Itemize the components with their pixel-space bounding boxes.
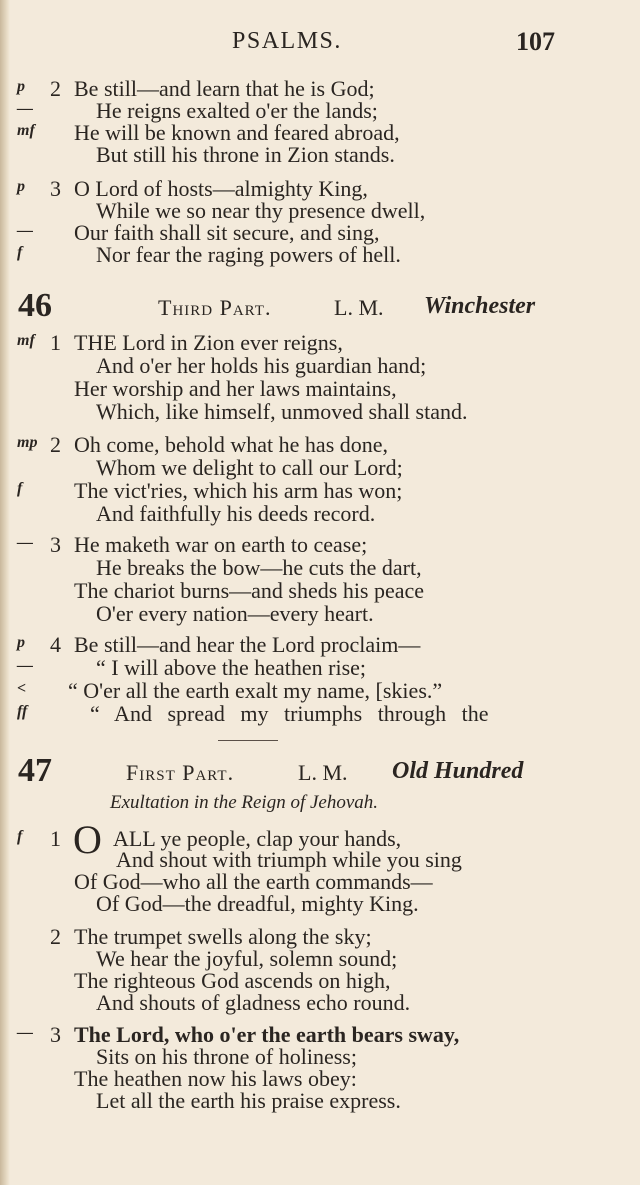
dynamic-mark: p (17, 178, 25, 195)
verse-text: Nor fear the raging powers of hell. (96, 242, 401, 267)
stanza-number: 3 (50, 176, 61, 201)
verse-text: The righteous God ascends on high, (74, 968, 391, 993)
drop-cap: O (73, 817, 102, 862)
verse-line (0, 176, 600, 200)
verse-text: THE Lord in Zion ever reigns, (74, 330, 343, 355)
verse-text: And faithfully his deeds record. (96, 501, 376, 526)
verse-line (0, 869, 600, 893)
verse-line (0, 1044, 600, 1068)
dynamic-mark: ff (17, 703, 28, 720)
dynamic-mark: — (17, 534, 33, 551)
verse-line (0, 655, 600, 679)
hymn-part: First Part. (126, 760, 235, 785)
verse-line (0, 555, 600, 579)
running-title: PSALMS. (232, 28, 342, 54)
verse-line (0, 1022, 600, 1046)
verse-text: And shouts of gladness echo round. (96, 990, 411, 1015)
verse-line (0, 120, 600, 144)
verse-text: Sits on his throne of holiness; (96, 1044, 357, 1069)
dynamic-mark: — (17, 100, 33, 117)
verse-line (0, 532, 600, 556)
hymn-subtitle: Exultation in the Reign of Jehovah. (110, 792, 379, 813)
verse-line (0, 1088, 600, 1112)
hymn-number: 47 (18, 752, 52, 789)
verse-text: He maketh war on earth to cease; (74, 532, 368, 557)
page-header (0, 28, 640, 58)
verse-line (0, 478, 600, 502)
tune-name: Old Hundred (392, 758, 524, 784)
dynamic-mark: f (17, 828, 23, 845)
verse-text: “ And spread my triumphs through the (90, 701, 489, 726)
verse-text: “ I will above the heathen rise; (96, 655, 367, 680)
dynamic-mark: — (17, 222, 33, 239)
verse-text: While we so near thy presence dwell, (96, 198, 426, 223)
dynamic-mark: mf (17, 332, 35, 349)
verse-line (0, 353, 600, 377)
verse-line (0, 968, 600, 992)
verse-text: ALL ye people, clap your hands, (113, 826, 402, 851)
stanza-number: 2 (50, 924, 61, 949)
hymn-meter: L. M. (298, 760, 348, 785)
dynamic-mark: — (17, 657, 33, 674)
verse-text: Let all the earth his praise express. (96, 1088, 401, 1113)
verse-line (0, 990, 600, 1014)
hymn-part: Third Part. (158, 295, 272, 320)
stanza-number: 1 (50, 330, 61, 355)
verse-text: “ O'er all the earth exalt my name, [skies.” (68, 678, 443, 703)
verse-text: Whom we delight to call our Lord; (96, 455, 403, 480)
dynamic-mark: mf (17, 122, 35, 139)
hymn-heading (0, 287, 600, 324)
page-number: 107 (516, 27, 555, 56)
tune-name: Winchester (424, 293, 536, 319)
verse-line (0, 601, 600, 625)
hymn-heading (0, 752, 600, 789)
verse-line (0, 578, 600, 602)
stanza-number: 2 (50, 76, 61, 101)
verse-line (0, 891, 600, 915)
verse-line (0, 220, 600, 244)
verse-line (0, 701, 600, 725)
dynamic-mark: f (17, 244, 23, 261)
verse-line (0, 432, 600, 456)
verse-line (0, 98, 600, 122)
verse-line (0, 198, 600, 222)
stanza-number: 3 (50, 1022, 61, 1047)
verse-line (0, 632, 600, 656)
verse-text: O'er every nation—every heart. (96, 601, 374, 626)
verse-text: Be still—and learn that he is God; (74, 76, 375, 101)
dynamic-mark: p (17, 634, 25, 651)
verse-text: But still his throne in Zion stands. (96, 142, 395, 167)
verse-line (0, 501, 600, 525)
verse-text: Our faith shall sit secure, and sing, (74, 220, 380, 245)
verse-text: Which, like himself, unmoved shall stand. (96, 399, 468, 424)
verse-line (0, 946, 600, 970)
verse-text: And shout with triumph while you sing (116, 847, 462, 872)
dynamic-mark: f (17, 480, 23, 497)
verse-line (0, 330, 600, 354)
dynamic-mark: mp (17, 434, 38, 451)
verse-line (0, 1066, 600, 1090)
verse-text: He will be known and feared abroad, (74, 120, 400, 145)
verse-text: Of God—who all the earth commands— (74, 869, 433, 894)
verse-line (0, 847, 600, 871)
verse-text: He reigns exalted o'er the lands; (96, 98, 378, 123)
section-divider (218, 740, 278, 741)
hymn-number: 46 (18, 287, 52, 324)
verse-line (0, 142, 600, 166)
verse-text: The vict'ries, which his arm has won; (74, 478, 403, 503)
verse-line (0, 399, 600, 423)
dynamic-mark: < (17, 680, 27, 697)
stanza-number: 3 (50, 532, 61, 557)
verse-text: O Lord of hosts—almighty King, (74, 176, 368, 201)
dynamic-mark: — (17, 1024, 33, 1041)
hymn-meter: L. M. (334, 295, 384, 320)
verse-text: And o'er her holds his guardian hand; (96, 353, 427, 378)
dynamic-mark: p (17, 78, 25, 95)
verse-text: We hear the joyful, solemn sound; (96, 946, 398, 971)
verse-text: Be still—and hear the Lord proclaim— (74, 632, 421, 657)
stanza-number: 1 (50, 826, 61, 851)
verse-line (0, 242, 600, 266)
verse-line (0, 924, 600, 948)
verse-text: Of God—the dreadful, mighty King. (96, 891, 419, 916)
verse-text: The trumpet swells along the sky; (74, 924, 372, 949)
verse-text: He breaks the bow—he cuts the dart, (96, 555, 422, 580)
verse-text: The heathen now his laws obey: (74, 1066, 357, 1091)
verse-line (0, 76, 600, 100)
verse-line (0, 678, 600, 702)
stanza-number: 4 (50, 632, 61, 657)
stanza-number: 2 (50, 432, 61, 457)
verse-text: The chariot burns—and sheds his peace (74, 578, 425, 603)
verse-text: Oh come, behold what he has done, (74, 432, 389, 457)
verse-text: Her worship and her laws maintains, (74, 376, 397, 401)
verse-line (0, 455, 600, 479)
verse-text: The Lord, who o'er the earth bears sway, (74, 1022, 460, 1047)
verse-line (0, 376, 600, 400)
